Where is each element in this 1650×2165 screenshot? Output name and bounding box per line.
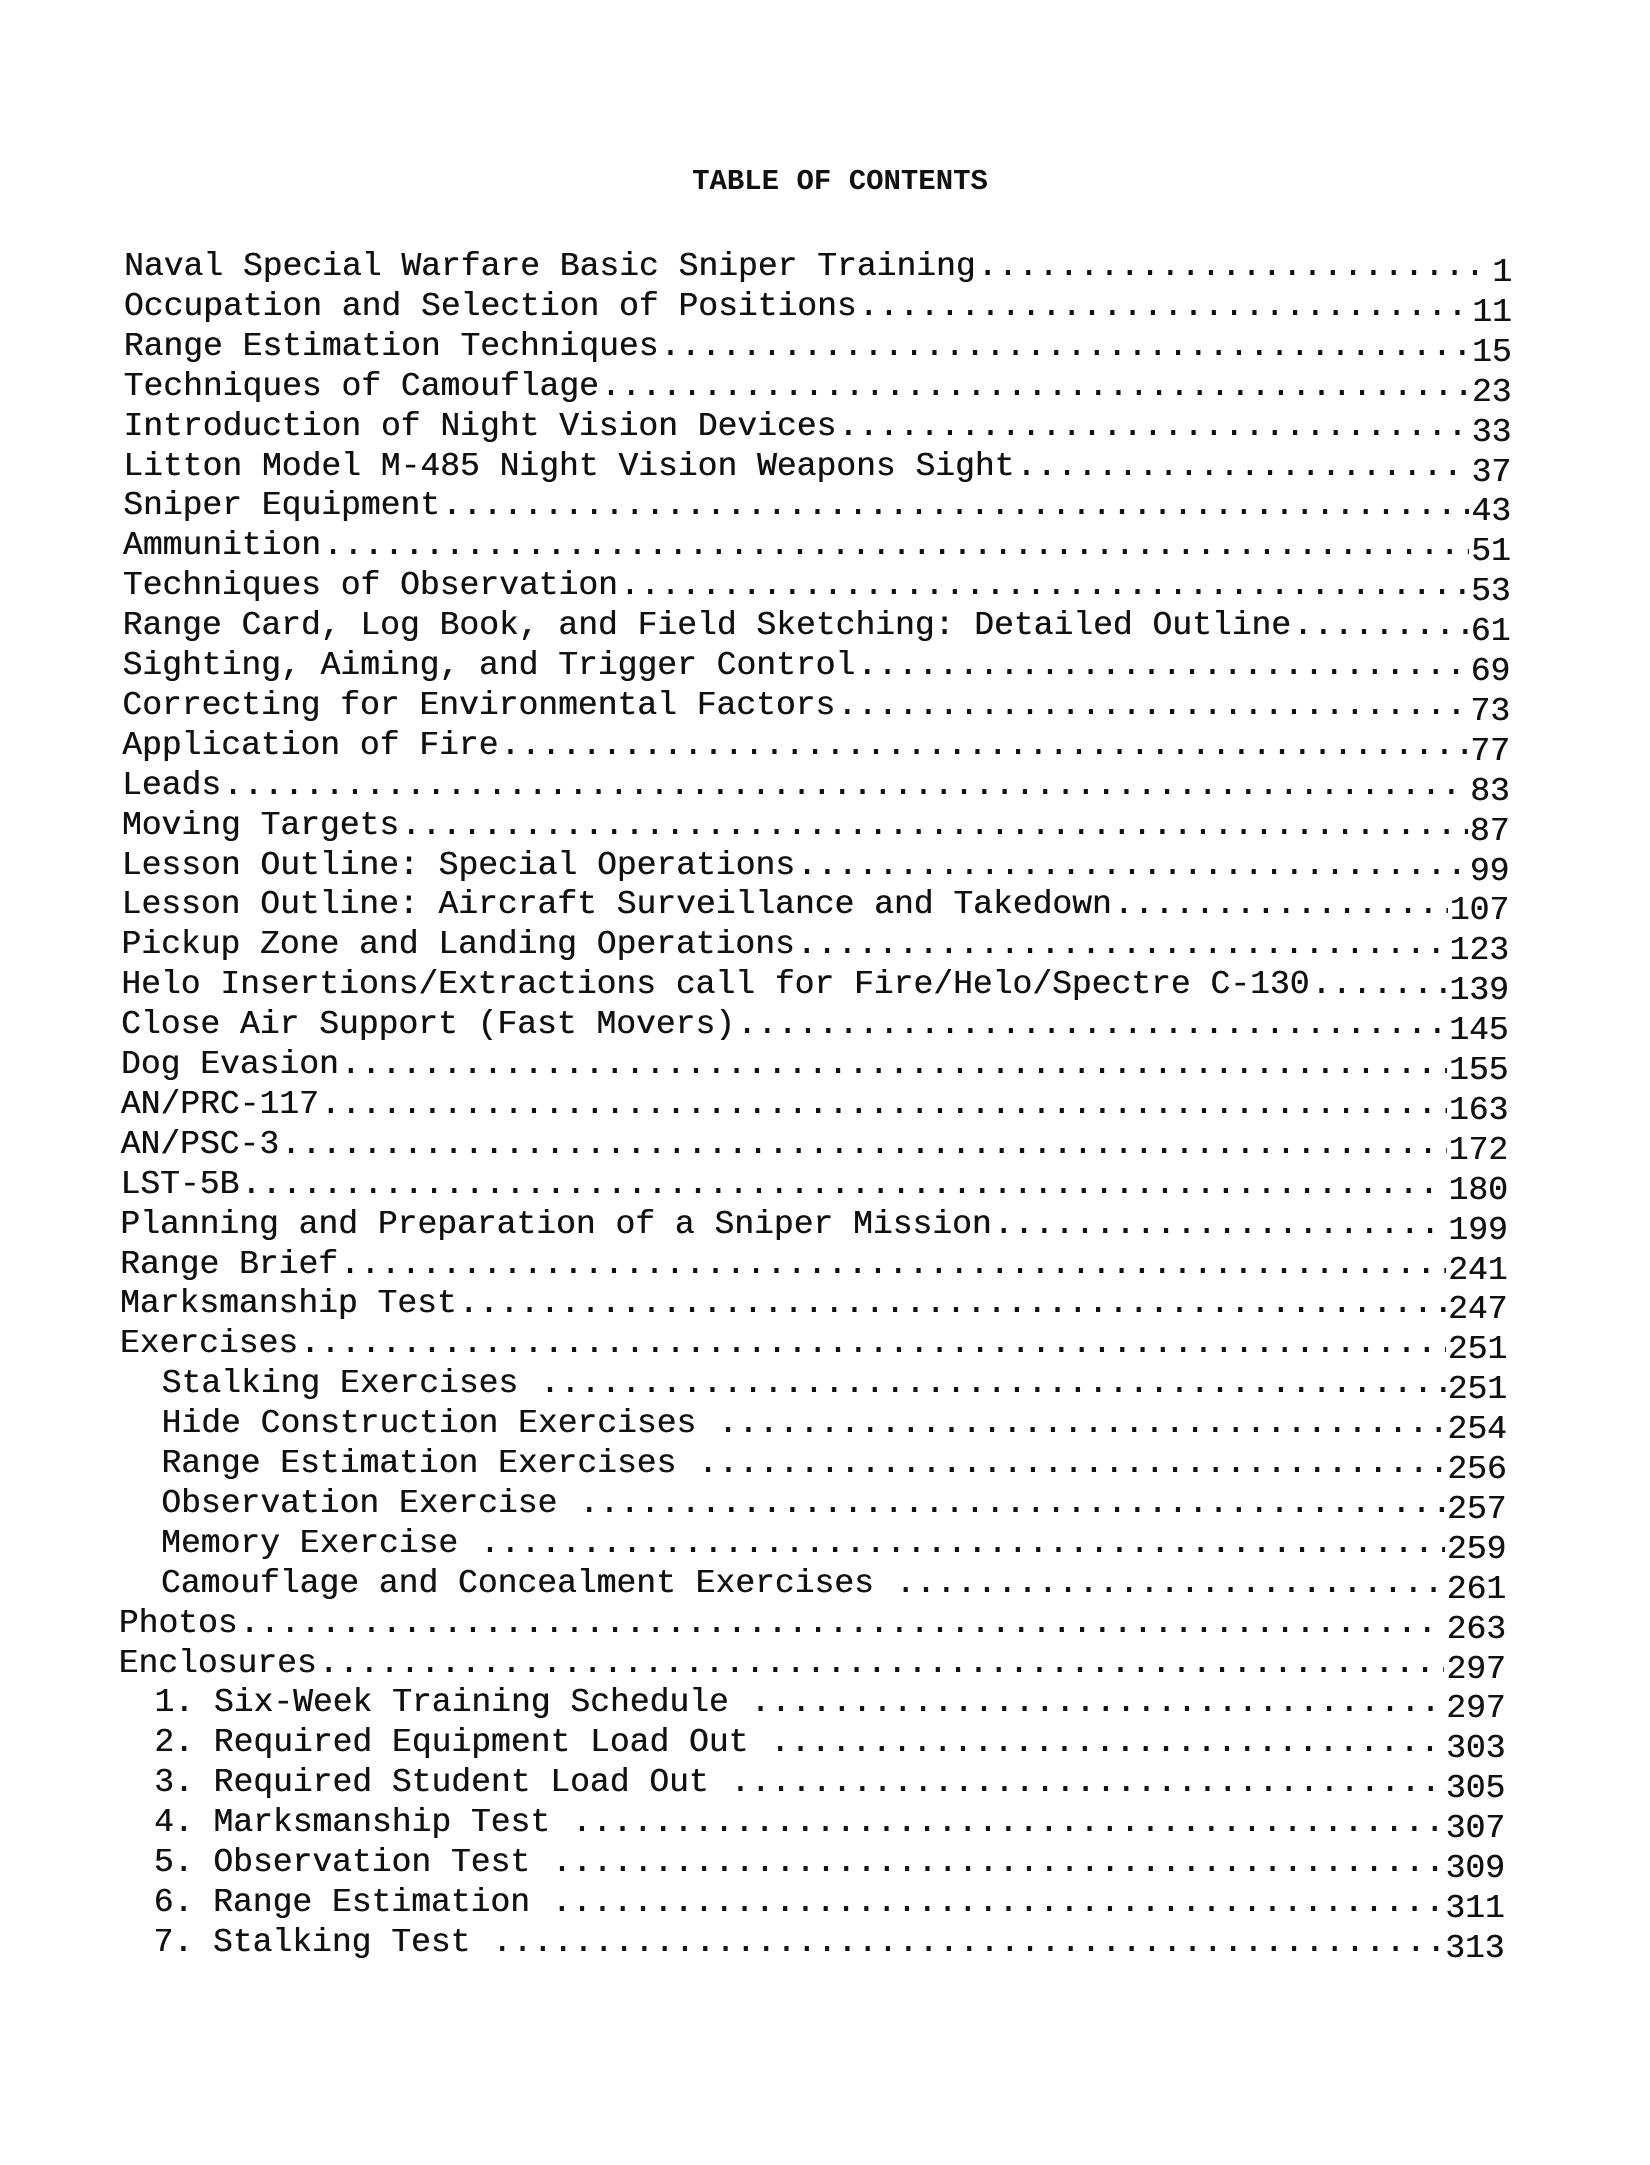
toc-entry-label: Observation Exercise	[161, 1484, 578, 1522]
dot-leader	[572, 1803, 1444, 1843]
dot-leader	[480, 1524, 1445, 1564]
toc-entry-label: LST-5B	[120, 1165, 240, 1203]
dot-leader	[737, 1005, 1447, 1045]
dot-leader	[319, 1644, 1445, 1684]
toc-entry-page: 69	[1470, 653, 1511, 690]
toc-subentry	[161, 1524, 1507, 1568]
toc-entry-label: Range Card, Log Book, and Field Sketching: Detailed Outline	[122, 607, 1291, 645]
dot-leader	[1311, 965, 1447, 1005]
dot-leader	[300, 1324, 1446, 1364]
toc-entry-label: Sniper Equipment	[123, 487, 440, 525]
toc-entry-page: 172	[1448, 1131, 1509, 1169]
toc-entry	[120, 1245, 1508, 1289]
toc-entry-label: Helo Insertions/Extractions call for Fire/Helo/Spectre C-130	[121, 966, 1310, 1004]
toc-subentry	[154, 1723, 1506, 1768]
dot-leader	[797, 846, 1468, 886]
toc-entry	[122, 526, 1511, 571]
toc-subentry	[161, 1444, 1507, 1488]
toc-entry-label: 4. Marksmanship Test	[153, 1804, 570, 1842]
toc-entry-page: 261	[1446, 1570, 1507, 1608]
toc-entry-page: 199	[1448, 1211, 1508, 1249]
toc-entry-label: Hide Construction Exercises	[161, 1405, 716, 1443]
toc-entry-label: 7. Stalking Test	[153, 1923, 491, 1961]
dot-leader	[401, 806, 1468, 846]
dot-leader	[896, 1564, 1445, 1604]
toc-entry	[123, 287, 1512, 331]
toc-entry-label: Litton Model M-485 Night Vision Weapons Sight	[123, 447, 1015, 485]
toc-entry-page: 251	[1447, 1371, 1507, 1409]
toc-entry-label: Introduction of Night Vision Devices	[123, 407, 837, 445]
toc-subentry	[154, 1683, 1506, 1728]
toc-entry	[118, 1644, 1506, 1688]
dot-leader	[1293, 606, 1469, 646]
toc-entry-label: Exercises	[119, 1325, 299, 1363]
toc-entry-page: 107	[1449, 892, 1510, 930]
toc-entry	[122, 726, 1510, 770]
toc-entry	[121, 766, 1510, 810]
toc-entry-page: 297	[1446, 1650, 1506, 1688]
toc-entry-label: Sighting, Aiming, and Trigger Control	[122, 647, 856, 684]
toc-entry-page: 241	[1448, 1251, 1508, 1289]
toc-entry-page: 305	[1445, 1770, 1506, 1808]
toc-subentry	[153, 1843, 1505, 1887]
toc-entry-page: 37	[1471, 453, 1512, 491]
toc-entry	[122, 646, 1511, 690]
toc-entry-page: 87	[1469, 812, 1510, 850]
toc-entry-label: Camouflage and Concealment Exercises	[160, 1564, 894, 1602]
dot-leader	[797, 925, 1448, 965]
dot-leader	[1114, 885, 1448, 925]
page-title: TABLE OF CONTENTS	[692, 165, 988, 198]
toc-entry-page: 43	[1471, 493, 1511, 531]
dot-leader	[751, 1683, 1445, 1723]
toc-entry	[121, 806, 1510, 850]
toc-entry-page: 145	[1449, 1012, 1509, 1050]
toc-entry	[119, 1324, 1508, 1369]
toc-entry	[121, 1005, 1509, 1050]
toc-entry-page: 11	[1472, 293, 1512, 331]
dot-leader	[241, 1165, 1446, 1205]
toc-entry-page: 15	[1472, 333, 1512, 371]
toc-entry-label: Stalking Exercises	[161, 1365, 538, 1403]
toc-entry	[123, 327, 1512, 371]
dot-leader	[718, 1404, 1445, 1444]
toc-entry	[123, 367, 1512, 411]
dot-leader	[837, 686, 1468, 726]
toc-entry-label: 6. Range Estimation	[153, 1883, 550, 1921]
dot-leader	[321, 1085, 1447, 1125]
toc-entry-page: 256	[1447, 1451, 1507, 1488]
dot-leader	[459, 1284, 1446, 1324]
toc-entry	[124, 247, 1512, 291]
toc-entry-page: 163	[1448, 1091, 1509, 1129]
toc-entry-page: 251	[1447, 1331, 1508, 1369]
toc-entry-label: Range Estimation Techniques	[123, 327, 659, 365]
toc-entry-label: Dog Evasion	[120, 1046, 339, 1083]
toc-entry	[122, 686, 1511, 730]
toc-entry	[123, 407, 1512, 451]
toc-entry-page: 259	[1446, 1530, 1507, 1568]
dot-leader	[698, 1444, 1445, 1484]
toc-entry-label: Techniques of Observation	[122, 567, 618, 605]
dot-leader	[552, 1883, 1444, 1923]
toc-entry-page: 1	[1492, 254, 1512, 291]
toc-entry-label: Close Air Support (Fast Movers)	[121, 1006, 735, 1044]
dot-leader	[340, 1245, 1446, 1285]
dot-leader	[500, 726, 1468, 766]
toc-entry-label: Lesson Outline: Aircraft Surveillance and Takedown	[121, 886, 1112, 924]
toc-entry-label: AN/PRC-117	[120, 1085, 319, 1123]
toc-subentry	[161, 1364, 1507, 1409]
toc-entry-page: 99	[1469, 852, 1510, 890]
toc-entry-label: Ammunition	[122, 527, 321, 565]
toc-entry	[120, 1085, 1509, 1129]
dot-leader	[770, 1723, 1444, 1763]
dot-leader	[660, 327, 1470, 367]
toc-entry-page: 313	[1445, 1929, 1505, 1967]
dot-leader	[857, 646, 1468, 686]
dot-leader	[730, 1763, 1443, 1803]
toc-entry	[121, 925, 1509, 970]
toc-entry-label: Naval Special Warfare Basic Sniper Training	[124, 248, 976, 285]
toc-entry-label: Techniques of Camouflage	[123, 367, 599, 405]
toc-entry-label: Marksmanship Test	[119, 1285, 457, 1323]
toc-subentry	[153, 1803, 1506, 1848]
dot-leader	[552, 1843, 1444, 1883]
toc-entry-label: Application of Fire	[122, 726, 499, 764]
toc-entry-page: 23	[1471, 373, 1512, 411]
toc-entry	[123, 486, 1511, 531]
dot-leader	[281, 1125, 1447, 1165]
toc-entry-page: 139	[1449, 972, 1509, 1010]
dot-leader	[223, 766, 1468, 806]
toc-entry-label: Enclosures	[118, 1644, 317, 1682]
toc-entry-page: 83	[1470, 772, 1510, 810]
toc-entry-page: 311	[1445, 1889, 1505, 1927]
toc-entry-label: Pickup Zone and Landing Operations	[121, 926, 795, 964]
toc-entry	[119, 1284, 1508, 1329]
toc-entry-page: 257	[1447, 1490, 1507, 1528]
dot-leader	[341, 1045, 1447, 1085]
toc-entry-page: 254	[1447, 1411, 1507, 1449]
toc-entry-page: 297	[1446, 1690, 1506, 1728]
toc-entry-label: Correcting for Environmental Factors	[122, 686, 836, 724]
toc-entry-label: 5. Observation Test	[153, 1844, 550, 1881]
toc-entry	[120, 1165, 1508, 1209]
toc-entry	[121, 885, 1510, 930]
toc-subentry	[153, 1883, 1505, 1927]
toc-entry-page: 77	[1470, 732, 1510, 770]
dot-leader	[838, 407, 1469, 447]
dot-leader	[240, 1604, 1445, 1644]
toc-entry	[118, 1604, 1506, 1648]
toc-entry-page: 51	[1471, 533, 1511, 571]
toc-subentry	[161, 1404, 1507, 1449]
toc-entry-page: 73	[1470, 692, 1511, 730]
toc-entry-label: Planning and Preparation of a Sniper Mission	[120, 1205, 992, 1243]
toc-entry-page: 307	[1445, 1810, 1506, 1848]
toc-entry	[123, 447, 1512, 491]
toc-entry-label: Occupation and Selection of Positions	[123, 287, 857, 325]
toc-entry	[120, 1205, 1508, 1249]
toc-entry	[122, 606, 1511, 651]
toc-entry-page: 53	[1470, 573, 1511, 611]
toc-entry-label: AN/PSC-3	[120, 1125, 280, 1163]
toc-entry	[121, 846, 1510, 890]
toc-entry-label: Photos	[118, 1604, 238, 1642]
toc-subentry	[154, 1763, 1506, 1808]
toc-subentry	[153, 1923, 1505, 1967]
toc-entry-label: Lesson Outline: Special Operations	[121, 846, 795, 884]
toc-entry-page: 303	[1445, 1730, 1506, 1768]
dot-leader	[978, 247, 1491, 287]
dot-leader	[1016, 447, 1469, 487]
dot-leader	[579, 1484, 1445, 1524]
toc-entry-page: 155	[1449, 1052, 1509, 1089]
dot-leader	[492, 1923, 1443, 1963]
toc-entry-page: 247	[1447, 1291, 1508, 1329]
dot-leader	[620, 566, 1469, 606]
dot-leader	[540, 1364, 1446, 1404]
toc-subentry	[161, 1484, 1507, 1528]
dot-leader	[994, 1205, 1447, 1245]
toc-entry-page: 309	[1445, 1850, 1505, 1887]
toc-entry-label: Range Brief	[120, 1245, 338, 1283]
toc-entry-label: Memory Exercise	[161, 1524, 478, 1562]
toc-entry	[122, 566, 1511, 611]
dot-leader	[442, 486, 1469, 526]
toc-entry-page: 123	[1449, 932, 1509, 970]
toc-entry-page: 263	[1446, 1610, 1506, 1648]
dot-leader	[601, 367, 1470, 407]
toc-entry	[120, 1045, 1509, 1089]
toc-subentry	[160, 1564, 1507, 1608]
toc-entry-label: Range Estimation Exercises	[161, 1445, 697, 1482]
toc-entry-label: Moving Targets	[121, 806, 400, 844]
toc-entry	[120, 1125, 1509, 1169]
toc-entry-label: 3. Required Student Load Out	[154, 1764, 729, 1802]
toc-entry-label: 2. Required Equipment Load Out	[154, 1724, 769, 1762]
dot-leader	[859, 287, 1471, 327]
toc-entry-label: Leads	[121, 766, 222, 804]
toc-entry-page: 61	[1470, 613, 1511, 651]
toc-entry	[121, 965, 1509, 1010]
dot-leader	[323, 526, 1469, 566]
toc-entry-page: 180	[1448, 1171, 1508, 1209]
toc-entry-page: 33	[1471, 413, 1512, 451]
toc-entry-label: 1. Six-Week Training Schedule	[154, 1684, 749, 1722]
